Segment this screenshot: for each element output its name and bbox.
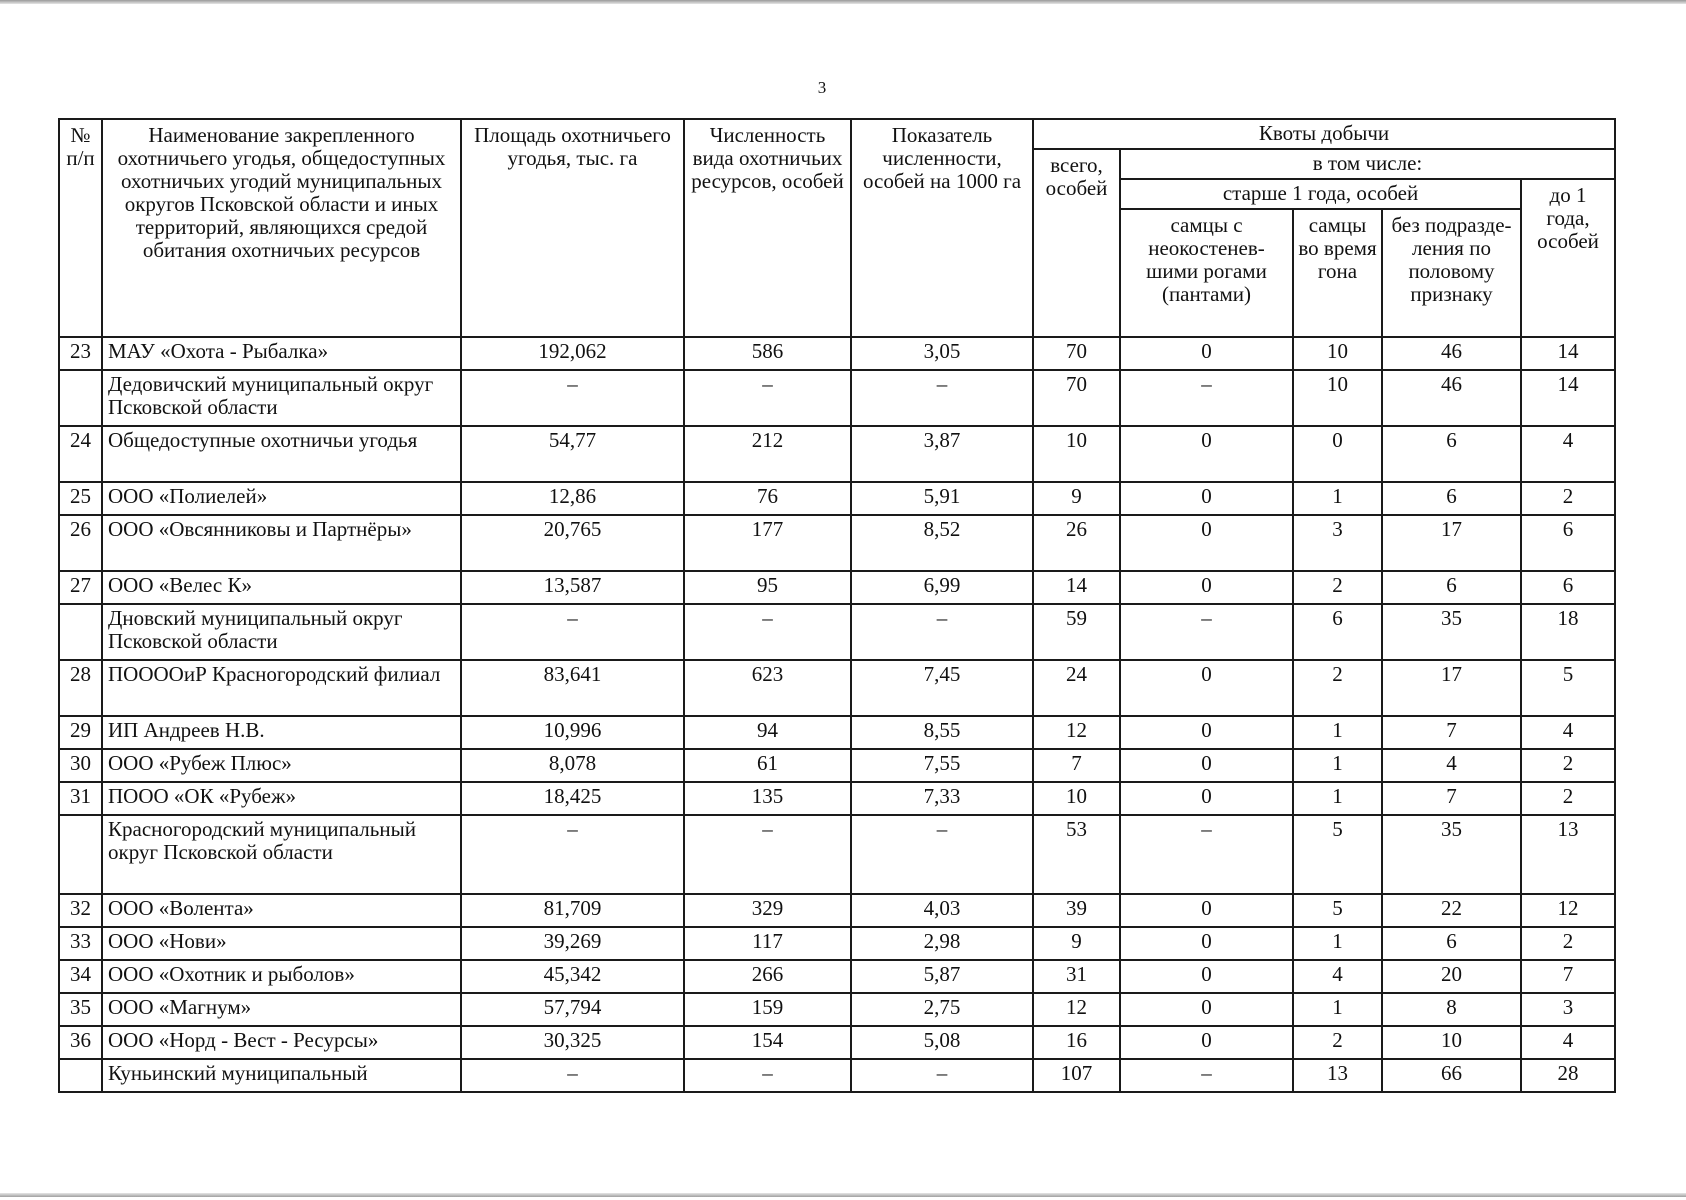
cell-population: 76 (684, 482, 851, 515)
cell-density: 4,03 (851, 894, 1033, 927)
cell-density: – (851, 604, 1033, 660)
table-row (59, 337, 1615, 370)
cell-total: 70 (1033, 370, 1120, 426)
cell-no-sex: 35 (1382, 815, 1521, 894)
cell-population: – (684, 370, 851, 426)
header-no: № п/п (59, 119, 102, 337)
cell-males-rut: 5 (1293, 815, 1382, 894)
cell-density: 5,08 (851, 1026, 1033, 1059)
cell-density: 8,55 (851, 716, 1033, 749)
cell-males-rut: 6 (1293, 604, 1382, 660)
cell-no: 30 (59, 749, 102, 782)
cell-under-one: 14 (1521, 370, 1615, 426)
cell-males-rut: 2 (1293, 1026, 1382, 1059)
cell-no (59, 1059, 102, 1092)
cell-name: Общедоступные охотничьи угодья (102, 426, 461, 482)
cell-total: 12 (1033, 993, 1120, 1026)
table-row (59, 571, 1615, 604)
cell-under-one: 3 (1521, 993, 1615, 1026)
cell-area: 12,86 (461, 482, 684, 515)
cell-area: – (461, 604, 684, 660)
cell-no: 29 (59, 716, 102, 749)
cell-males-rut: 1 (1293, 749, 1382, 782)
cell-population: 212 (684, 426, 851, 482)
table-row (59, 993, 1615, 1026)
cell-males-rut: 13 (1293, 1059, 1382, 1092)
cell-name: ООО «Охотник и рыболов» (102, 960, 461, 993)
cell-under-one: 5 (1521, 660, 1615, 716)
cell-no-sex: 20 (1382, 960, 1521, 993)
header-males-rut: самцы во время гона (1293, 209, 1382, 337)
cell-population: 586 (684, 337, 851, 370)
cell-no-sex: 7 (1382, 716, 1521, 749)
cell-area: 45,342 (461, 960, 684, 993)
cell-density: 7,33 (851, 782, 1033, 815)
cell-density: 6,99 (851, 571, 1033, 604)
cell-area: 81,709 (461, 894, 684, 927)
cell-total: 70 (1033, 337, 1120, 370)
header-population: Численность вида охотничьих ресурсов, особей (684, 119, 851, 337)
cell-males-antlers: – (1120, 1059, 1293, 1092)
scan-edge-top (0, 0, 1686, 4)
cell-no-sex: 6 (1382, 426, 1521, 482)
cell-no (59, 815, 102, 894)
page-number: 3 (817, 78, 827, 97)
cell-males-antlers: 0 (1120, 993, 1293, 1026)
cell-area: – (461, 1059, 684, 1092)
cell-name: ООО «Волента» (102, 894, 461, 927)
header-including: в том числе: (1120, 149, 1615, 179)
cell-name: ИП Андреев Н.В. (102, 716, 461, 749)
table-row (59, 749, 1615, 782)
cell-no: 32 (59, 894, 102, 927)
cell-name: ПООО «ОК «Рубеж» (102, 782, 461, 815)
cell-under-one: 2 (1521, 482, 1615, 515)
cell-no-sex: 7 (1382, 782, 1521, 815)
cell-total: 7 (1033, 749, 1120, 782)
cell-males-antlers: 0 (1120, 337, 1293, 370)
cell-males-antlers: 0 (1120, 515, 1293, 571)
cell-total: 14 (1033, 571, 1120, 604)
cell-males-antlers: 0 (1120, 927, 1293, 960)
cell-no-sex: 35 (1382, 604, 1521, 660)
cell-males-antlers: 0 (1120, 1026, 1293, 1059)
cell-density: 2,75 (851, 993, 1033, 1026)
cell-males-antlers: 0 (1120, 660, 1293, 716)
cell-density: 5,91 (851, 482, 1033, 515)
cell-name: Красногородский муниципальный округ Псковской области (102, 815, 461, 894)
table-body (59, 337, 1615, 1092)
cell-no-sex: 8 (1382, 993, 1521, 1026)
cell-no-sex: 22 (1382, 894, 1521, 927)
cell-no: 26 (59, 515, 102, 571)
cell-no: 23 (59, 337, 102, 370)
cell-males-antlers: – (1120, 370, 1293, 426)
cell-males-rut: 3 (1293, 515, 1382, 571)
header-area: Площадь охотничьего угодья, тыс. га (461, 119, 684, 337)
table-row (59, 716, 1615, 749)
cell-total: 9 (1033, 927, 1120, 960)
cell-density: 8,52 (851, 515, 1033, 571)
table-row (59, 894, 1615, 927)
cell-area: – (461, 370, 684, 426)
cell-name: Дновский муниципальный округ Псковской области (102, 604, 461, 660)
table-row (59, 660, 1615, 716)
cell-area: – (461, 815, 684, 894)
cell-no-sex: 46 (1382, 337, 1521, 370)
table-row (59, 1059, 1615, 1092)
cell-population: 135 (684, 782, 851, 815)
cell-under-one: 2 (1521, 749, 1615, 782)
cell-area: 54,77 (461, 426, 684, 482)
cell-density: – (851, 815, 1033, 894)
cell-no-sex: 6 (1382, 482, 1521, 515)
table-row (59, 482, 1615, 515)
table-row (59, 815, 1615, 894)
cell-males-antlers: 0 (1120, 894, 1293, 927)
cell-no: 34 (59, 960, 102, 993)
cell-name: ООО «Магнум» (102, 993, 461, 1026)
cell-area: 57,794 (461, 993, 684, 1026)
cell-total: 53 (1033, 815, 1120, 894)
header-under-one: до 1 года, особей (1521, 179, 1615, 337)
cell-population: 329 (684, 894, 851, 927)
scan-edge-bottom (0, 1193, 1686, 1197)
cell-no: 33 (59, 927, 102, 960)
cell-males-rut: 1 (1293, 482, 1382, 515)
cell-total: 39 (1033, 894, 1120, 927)
cell-under-one: 14 (1521, 337, 1615, 370)
cell-density: 7,45 (851, 660, 1033, 716)
cell-population: – (684, 1059, 851, 1092)
cell-males-rut: 10 (1293, 370, 1382, 426)
cell-density: 7,55 (851, 749, 1033, 782)
cell-males-antlers: 0 (1120, 426, 1293, 482)
cell-males-antlers: 0 (1120, 782, 1293, 815)
cell-under-one: 2 (1521, 782, 1615, 815)
cell-no-sex: 17 (1382, 515, 1521, 571)
cell-under-one: 28 (1521, 1059, 1615, 1092)
cell-area: 192,062 (461, 337, 684, 370)
cell-no-sex: 66 (1382, 1059, 1521, 1092)
cell-males-rut: 1 (1293, 927, 1382, 960)
cell-name: ПОООOиР Красногородский филиал (102, 660, 461, 716)
cell-no-sex: 17 (1382, 660, 1521, 716)
cell-under-one: 6 (1521, 571, 1615, 604)
cell-population: 94 (684, 716, 851, 749)
table-row (59, 927, 1615, 960)
cell-males-rut: 1 (1293, 993, 1382, 1026)
cell-under-one: 6 (1521, 515, 1615, 571)
cell-total: 10 (1033, 426, 1120, 482)
cell-males-rut: 2 (1293, 660, 1382, 716)
header-total: всего, особей (1033, 149, 1120, 337)
cell-no-sex: 46 (1382, 370, 1521, 426)
cell-males-rut: 4 (1293, 960, 1382, 993)
cell-name: ООО «Норд - Вест - Ресурсы» (102, 1026, 461, 1059)
cell-males-antlers: 0 (1120, 716, 1293, 749)
cell-name: ООО «Полиелей» (102, 482, 461, 515)
cell-total: 59 (1033, 604, 1120, 660)
table-row (59, 515, 1615, 571)
cell-under-one: 7 (1521, 960, 1615, 993)
cell-total: 9 (1033, 482, 1120, 515)
header-quotas: Квоты добычи (1033, 119, 1615, 149)
table-row (59, 1026, 1615, 1059)
cell-males-rut: 10 (1293, 337, 1382, 370)
cell-no: 27 (59, 571, 102, 604)
table-row (59, 604, 1615, 660)
cell-population: 159 (684, 993, 851, 1026)
cell-area: 83,641 (461, 660, 684, 716)
cell-density: 5,87 (851, 960, 1033, 993)
cell-area: 8,078 (461, 749, 684, 782)
header-males-antlers: самцы с неокостенев-шими рогами (пантами) (1120, 209, 1293, 337)
cell-males-rut: 2 (1293, 571, 1382, 604)
cell-total: 107 (1033, 1059, 1120, 1092)
cell-total: 12 (1033, 716, 1120, 749)
table-row (59, 426, 1615, 482)
quota-table (58, 118, 1616, 1093)
cell-males-rut: 5 (1293, 894, 1382, 927)
cell-population: – (684, 815, 851, 894)
header-density: Показатель численности, особей на 1000 га (851, 119, 1033, 337)
cell-no: 28 (59, 660, 102, 716)
cell-no-sex: 4 (1382, 749, 1521, 782)
cell-total: 24 (1033, 660, 1120, 716)
cell-no (59, 370, 102, 426)
cell-males-antlers: 0 (1120, 749, 1293, 782)
cell-name: Дедовичский муниципальный округ Псковской области (102, 370, 461, 426)
header-name: Наименование закрепленного охотничьего угодья, общедоступных охотничьих угодий муниципальных округов Псковской области и иных территорий, являющихся средой обитания охотничьих ресурсов (102, 119, 461, 337)
cell-males-rut: 1 (1293, 716, 1382, 749)
cell-no: 36 (59, 1026, 102, 1059)
cell-males-antlers: 0 (1120, 960, 1293, 993)
cell-population: 177 (684, 515, 851, 571)
cell-males-antlers: – (1120, 815, 1293, 894)
cell-density: 3,87 (851, 426, 1033, 482)
cell-no: 31 (59, 782, 102, 815)
cell-name: МАУ «Охота - Рыбалка» (102, 337, 461, 370)
cell-no: 35 (59, 993, 102, 1026)
cell-name: Куньинский муниципальный (102, 1059, 461, 1092)
cell-population: 117 (684, 927, 851, 960)
cell-density: – (851, 1059, 1033, 1092)
cell-no-sex: 10 (1382, 1026, 1521, 1059)
cell-under-one: 2 (1521, 927, 1615, 960)
cell-males-rut: 0 (1293, 426, 1382, 482)
header-no-sex: без подразде-ления по половому признаку (1382, 209, 1521, 337)
cell-area: 18,425 (461, 782, 684, 815)
cell-males-antlers: – (1120, 604, 1293, 660)
cell-males-antlers: 0 (1120, 571, 1293, 604)
cell-population: 266 (684, 960, 851, 993)
cell-under-one: 13 (1521, 815, 1615, 894)
cell-density: 3,05 (851, 337, 1033, 370)
cell-total: 16 (1033, 1026, 1120, 1059)
cell-males-antlers: 0 (1120, 482, 1293, 515)
cell-density: 2,98 (851, 927, 1033, 960)
cell-area: 10,996 (461, 716, 684, 749)
cell-no: 24 (59, 426, 102, 482)
table-header (59, 119, 1615, 337)
cell-population: 623 (684, 660, 851, 716)
cell-no: 25 (59, 482, 102, 515)
cell-population: 61 (684, 749, 851, 782)
cell-under-one: 4 (1521, 426, 1615, 482)
cell-under-one: 4 (1521, 1026, 1615, 1059)
cell-name: ООО «Нови» (102, 927, 461, 960)
header-older: старше 1 года, особей (1120, 179, 1521, 209)
cell-name: ООО «Рубеж Плюс» (102, 749, 461, 782)
cell-under-one: 18 (1521, 604, 1615, 660)
cell-population: 154 (684, 1026, 851, 1059)
cell-population: – (684, 604, 851, 660)
cell-under-one: 4 (1521, 716, 1615, 749)
cell-name: ООО «Овсянниковы и Партнёры» (102, 515, 461, 571)
table-row (59, 960, 1615, 993)
cell-no-sex: 6 (1382, 571, 1521, 604)
cell-no (59, 604, 102, 660)
cell-area: 20,765 (461, 515, 684, 571)
cell-total: 31 (1033, 960, 1120, 993)
table-row (59, 370, 1615, 426)
cell-under-one: 12 (1521, 894, 1615, 927)
cell-population: 95 (684, 571, 851, 604)
cell-area: 39,269 (461, 927, 684, 960)
table-row (59, 782, 1615, 815)
cell-total: 26 (1033, 515, 1120, 571)
cell-area: 13,587 (461, 571, 684, 604)
cell-name: ООО «Велес К» (102, 571, 461, 604)
cell-area: 30,325 (461, 1026, 684, 1059)
cell-density: – (851, 370, 1033, 426)
cell-males-rut: 1 (1293, 782, 1382, 815)
cell-no-sex: 6 (1382, 927, 1521, 960)
cell-total: 10 (1033, 782, 1120, 815)
